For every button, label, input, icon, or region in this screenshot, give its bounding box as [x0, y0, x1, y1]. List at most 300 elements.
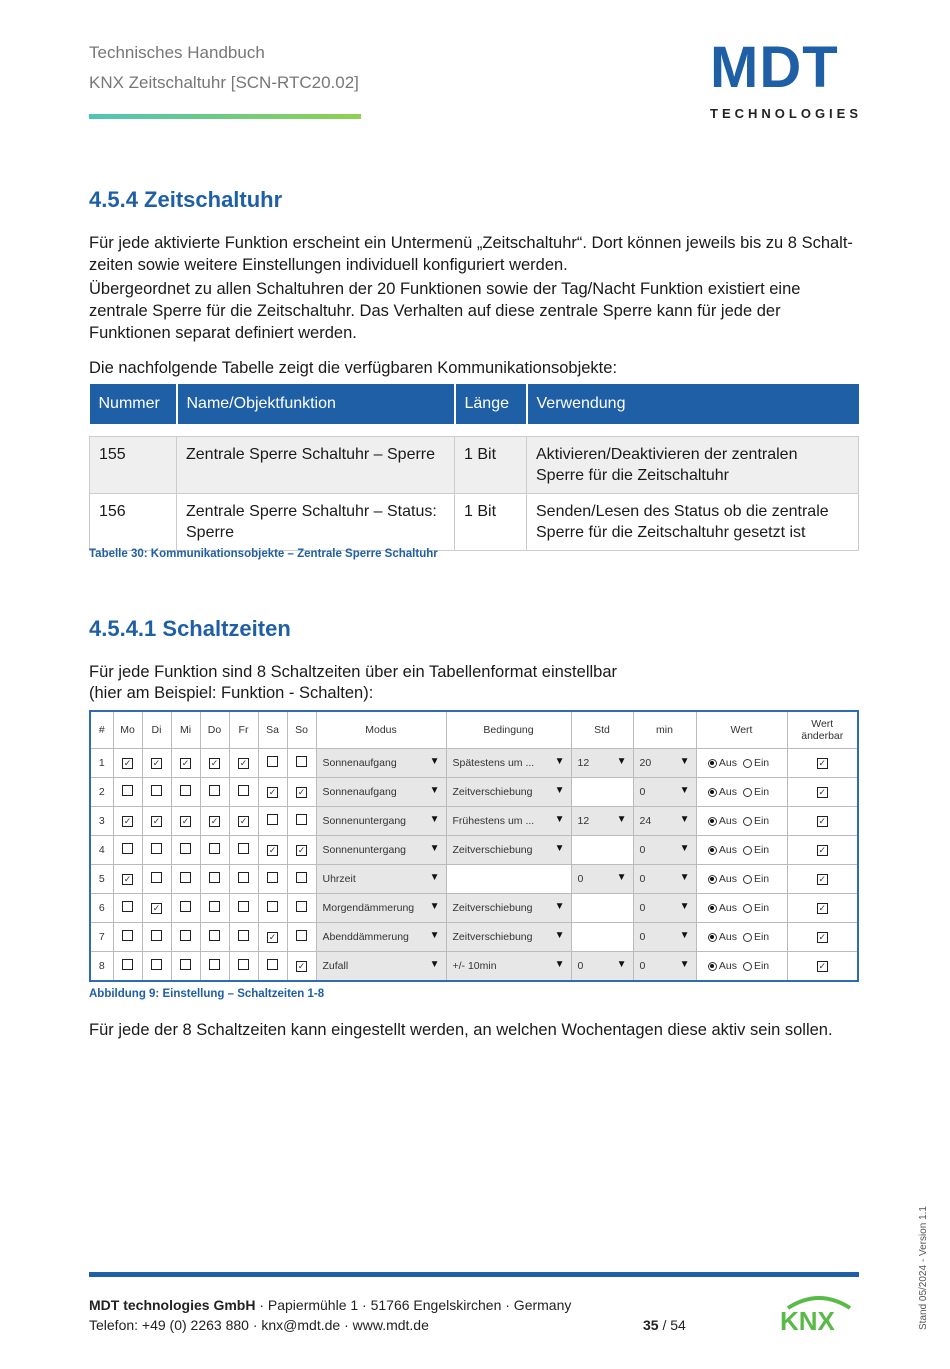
day-checkbox[interactable]	[209, 785, 220, 796]
radio-ein[interactable]	[743, 759, 752, 768]
column-header: #	[90, 711, 113, 749]
day-cell	[200, 836, 229, 865]
bedingung-dropdown[interactable]	[446, 807, 571, 836]
min-value: 0	[639, 902, 646, 914]
day-cell	[113, 807, 142, 836]
table-cell: Zentrale Sperre Schaltuhr – Status: Sperre	[177, 494, 455, 551]
radio-label: Aus	[718, 960, 737, 972]
day-checkbox[interactable]	[151, 930, 162, 941]
std-dropdown[interactable]	[571, 865, 633, 894]
day-checkbox[interactable]	[238, 901, 249, 912]
radio-ein[interactable]	[743, 933, 752, 942]
day-cell	[287, 836, 316, 865]
day-checkbox-checked[interactable]: ✓	[268, 787, 277, 797]
std-value: 12	[577, 815, 590, 827]
day-cell	[171, 952, 200, 982]
row-number: 3	[90, 807, 113, 836]
day-checkbox-checked[interactable]: ✓	[152, 758, 161, 768]
radio-ein[interactable]	[743, 904, 752, 913]
day-checkbox[interactable]	[296, 930, 307, 941]
column-header: Wert	[696, 711, 787, 749]
min-value: 0	[639, 873, 646, 885]
dropdown-arrow-icon: ▼	[429, 959, 440, 970]
bedingung-value: Zeitverschiebung	[452, 902, 533, 914]
day-cell	[113, 749, 142, 778]
day-cell	[142, 749, 171, 778]
min-value: 0	[639, 931, 646, 943]
bedingung-value: +/- 10min	[452, 960, 497, 972]
radio-label: Ein	[753, 844, 770, 856]
wert-radio-group	[696, 778, 787, 807]
day-checkbox[interactable]	[296, 901, 307, 912]
day-checkbox[interactable]	[122, 785, 133, 796]
table-row	[90, 778, 858, 807]
column-header: Bedingung	[446, 711, 571, 749]
day-cell	[200, 894, 229, 923]
day-cell	[287, 923, 316, 952]
dropdown-arrow-icon: ▼	[679, 930, 690, 941]
row-number: 5	[90, 865, 113, 894]
min-dropdown[interactable]	[633, 923, 696, 952]
dropdown-arrow-icon: ▼	[429, 843, 440, 854]
std-value: 0	[577, 960, 584, 972]
doc-subtitle: KNX Zeitschaltuhr [SCN-RTC20.02]	[89, 73, 359, 92]
column-header: Std	[571, 711, 633, 749]
table-row	[90, 749, 858, 778]
day-checkbox[interactable]	[180, 901, 191, 912]
dropdown-arrow-icon: ▼	[679, 901, 690, 912]
radio-aus[interactable]	[708, 962, 717, 971]
day-checkbox[interactable]	[238, 959, 249, 970]
table-row	[90, 836, 858, 865]
min-value: 24	[639, 815, 652, 827]
row-number: 4	[90, 836, 113, 865]
day-cell	[171, 836, 200, 865]
day-cell	[142, 807, 171, 836]
footer-company: MDT technologies GmbH	[89, 1297, 256, 1313]
min-value: 0	[639, 844, 646, 856]
aenderbar-cell	[787, 952, 858, 982]
table-row	[90, 952, 858, 982]
day-cell	[142, 894, 171, 923]
day-cell	[113, 952, 142, 982]
min-dropdown[interactable]	[633, 778, 696, 807]
day-checkbox[interactable]	[151, 872, 162, 883]
day-cell	[287, 952, 316, 982]
dropdown-arrow-icon: ▼	[679, 959, 690, 970]
row-number: 8	[90, 952, 113, 982]
day-cell	[287, 749, 316, 778]
day-checkbox-checked[interactable]: ✓	[152, 816, 161, 826]
page-total: / 54	[658, 1317, 686, 1333]
paragraph: Die nachfolgende Tabelle zeigt die verfügbaren Kommunikationsobjekte:	[89, 359, 618, 377]
min-value: 0	[639, 960, 646, 972]
day-cell	[229, 865, 258, 894]
std-empty	[571, 778, 633, 807]
column-header: So	[287, 711, 316, 749]
header-accent-bar	[89, 114, 361, 119]
column-header: Länge	[455, 384, 527, 424]
bedingung-dropdown[interactable]	[446, 894, 571, 923]
figure-caption: Abbildung 9: Einstellung – Schaltzeiten 1-8	[89, 988, 325, 1000]
radio-label: Ein	[753, 931, 770, 943]
std-empty	[571, 836, 633, 865]
column-header: Name/Objektfunktion	[177, 384, 455, 424]
bedingung-empty	[446, 865, 571, 894]
day-cell	[258, 952, 287, 982]
bedingung-value: Zeitverschiebung	[452, 786, 533, 798]
day-cell	[171, 865, 200, 894]
day-checkbox[interactable]	[238, 872, 249, 883]
modus-value: Sonnenuntergang	[322, 815, 406, 827]
radio-label: Ein	[753, 960, 770, 972]
day-cell	[113, 923, 142, 952]
column-header: Mo	[113, 711, 142, 749]
doc-title: Technisches Handbuch	[89, 43, 265, 62]
dropdown-arrow-icon: ▼	[679, 872, 690, 883]
radio-label: Aus	[718, 873, 737, 885]
day-cell	[229, 778, 258, 807]
min-dropdown[interactable]	[633, 865, 696, 894]
day-checkbox[interactable]	[267, 814, 278, 825]
modus-dropdown[interactable]	[316, 836, 446, 865]
aenderbar-checkbox-checked[interactable]: ✓	[818, 874, 827, 884]
version-note: Stand 05/2024 - Version 1.1	[918, 1206, 929, 1330]
day-cell	[171, 923, 200, 952]
std-empty	[571, 894, 633, 923]
column-header: Modus	[316, 711, 446, 749]
dropdown-arrow-icon: ▼	[554, 843, 565, 854]
table-cell: 155	[90, 437, 177, 494]
radio-label: Aus	[718, 786, 737, 798]
paragraph: (hier am Beispiel: Funktion - Schalten):	[89, 684, 374, 702]
std-empty	[571, 923, 633, 952]
day-checkbox-checked[interactable]: ✓	[210, 816, 219, 826]
table-row	[90, 437, 859, 494]
day-cell	[229, 952, 258, 982]
day-checkbox[interactable]	[122, 843, 133, 854]
bedingung-dropdown[interactable]	[446, 778, 571, 807]
bedingung-value: Spätestens um ...	[452, 757, 535, 769]
min-dropdown[interactable]	[633, 807, 696, 836]
knx-logo-text: KNX	[780, 1306, 835, 1334]
modus-value: Morgendämmerung	[322, 902, 415, 914]
day-cell	[142, 836, 171, 865]
wert-radio-group	[696, 836, 787, 865]
radio-aus[interactable]	[708, 904, 717, 913]
dropdown-arrow-icon: ▼	[679, 843, 690, 854]
column-header: Verwendung	[527, 384, 859, 424]
table-row	[90, 894, 858, 923]
mdt-logo	[710, 35, 863, 121]
std-value: 0	[577, 873, 584, 885]
aenderbar-checkbox-checked[interactable]: ✓	[818, 932, 827, 942]
column-header: Mi	[171, 711, 200, 749]
dropdown-arrow-icon: ▼	[554, 901, 565, 912]
day-cell	[171, 894, 200, 923]
day-cell	[142, 865, 171, 894]
dropdown-arrow-icon: ▼	[679, 814, 690, 825]
bedingung-dropdown[interactable]	[446, 749, 571, 778]
day-checkbox[interactable]	[267, 872, 278, 883]
day-checkbox[interactable]	[122, 901, 133, 912]
day-cell	[229, 836, 258, 865]
day-checkbox[interactable]	[238, 930, 249, 941]
radio-label: Ein	[753, 902, 770, 914]
dropdown-arrow-icon: ▼	[554, 814, 565, 825]
day-cell	[258, 894, 287, 923]
radio-ein[interactable]	[743, 962, 752, 971]
day-checkbox-checked[interactable]: ✓	[181, 758, 190, 768]
day-checkbox[interactable]	[238, 843, 249, 854]
modus-dropdown[interactable]	[316, 749, 446, 778]
day-cell	[171, 807, 200, 836]
day-checkbox-checked[interactable]: ✓	[123, 816, 132, 826]
day-checkbox-checked[interactable]: ✓	[297, 787, 306, 797]
day-cell	[200, 778, 229, 807]
footer-bar	[89, 1272, 859, 1277]
day-cell	[200, 952, 229, 982]
radio-aus[interactable]	[708, 846, 717, 855]
min-dropdown[interactable]	[633, 836, 696, 865]
day-checkbox[interactable]	[151, 959, 162, 970]
min-value: 0	[639, 786, 646, 798]
wert-radio-group	[696, 749, 787, 778]
day-cell	[142, 778, 171, 807]
day-checkbox[interactable]	[209, 901, 220, 912]
bedingung-dropdown[interactable]	[446, 952, 571, 982]
day-cell	[258, 836, 287, 865]
day-checkbox-checked[interactable]: ✓	[210, 758, 219, 768]
bedingung-dropdown[interactable]	[446, 923, 571, 952]
day-checkbox[interactable]	[122, 959, 133, 970]
modus-dropdown[interactable]	[316, 807, 446, 836]
day-checkbox[interactable]	[151, 843, 162, 854]
aenderbar-checkbox-checked[interactable]: ✓	[818, 903, 827, 913]
modus-dropdown[interactable]	[316, 778, 446, 807]
radio-label: Aus	[718, 757, 737, 769]
aenderbar-cell	[787, 836, 858, 865]
aenderbar-cell	[787, 807, 858, 836]
radio-ein[interactable]	[743, 875, 752, 884]
dropdown-arrow-icon: ▼	[429, 785, 440, 796]
table-cell: Zentrale Sperre Schaltuhr – Sperre	[177, 437, 455, 494]
day-checkbox-checked[interactable]: ✓	[268, 845, 277, 855]
day-checkbox[interactable]	[180, 930, 191, 941]
day-checkbox[interactable]	[180, 843, 191, 854]
wert-radio-group	[696, 894, 787, 923]
min-value: 20	[639, 757, 652, 769]
day-checkbox[interactable]	[267, 756, 278, 767]
day-checkbox-checked[interactable]: ✓	[297, 845, 306, 855]
day-checkbox[interactable]	[209, 843, 220, 854]
column-header: Fr	[229, 711, 258, 749]
day-cell	[142, 923, 171, 952]
day-checkbox[interactable]	[180, 959, 191, 970]
day-checkbox-checked[interactable]: ✓	[239, 816, 248, 826]
row-number: 2	[90, 778, 113, 807]
day-checkbox-checked[interactable]: ✓	[181, 816, 190, 826]
modus-value: Zufall	[322, 960, 349, 972]
aenderbar-checkbox-checked[interactable]: ✓	[818, 845, 827, 855]
day-cell	[200, 865, 229, 894]
day-checkbox[interactable]	[238, 785, 249, 796]
aenderbar-cell	[787, 778, 858, 807]
bedingung-value: Zeitverschiebung	[452, 844, 533, 856]
modus-value: Sonnenaufgang	[322, 786, 397, 798]
day-cell	[287, 807, 316, 836]
std-dropdown[interactable]	[571, 749, 633, 778]
table-cell: 1 Bit	[455, 494, 527, 551]
day-checkbox-checked[interactable]: ✓	[268, 932, 277, 942]
day-checkbox[interactable]	[296, 872, 307, 883]
row-number: 1	[90, 749, 113, 778]
knx-logo-mark	[778, 1294, 860, 1334]
aenderbar-cell	[787, 749, 858, 778]
day-checkbox[interactable]	[296, 814, 307, 825]
column-header: Sa	[258, 711, 287, 749]
footer-contact: Telefon: +49 (0) 2263 880 · knx@mdt.de · www.mdt.de	[89, 1317, 429, 1333]
modus-dropdown[interactable]	[316, 952, 446, 982]
radio-ein[interactable]	[743, 788, 752, 797]
day-cell	[200, 749, 229, 778]
day-cell	[229, 807, 258, 836]
radio-label: Aus	[718, 902, 737, 914]
day-checkbox[interactable]	[180, 872, 191, 883]
day-cell	[171, 778, 200, 807]
aenderbar-cell	[787, 865, 858, 894]
schedule-table	[89, 710, 859, 982]
radio-aus[interactable]	[708, 933, 717, 942]
day-checkbox-checked[interactable]: ✓	[297, 961, 306, 971]
radio-label: Aus	[718, 844, 737, 856]
column-header: Di	[142, 711, 171, 749]
paragraph: Übergeordnet zu allen Schaltuhren der 20 Funktionen sowie der Tag/Nacht Funktion existiert eine zentrale Sperre für die Zeitschaltuhr. Das Verhalten auf diese zentrale Sperre kann für jede der Funktionen separat definiert werden.	[89, 280, 801, 342]
dropdown-arrow-icon: ▼	[679, 785, 690, 796]
day-cell	[113, 865, 142, 894]
modus-value: Abenddämmerung	[322, 931, 409, 943]
day-checkbox-checked[interactable]: ✓	[152, 903, 161, 913]
day-checkbox[interactable]	[209, 959, 220, 970]
day-checkbox[interactable]	[267, 901, 278, 912]
day-cell	[113, 778, 142, 807]
day-cell	[258, 807, 287, 836]
day-cell	[113, 894, 142, 923]
aenderbar-checkbox-checked[interactable]: ✓	[818, 787, 827, 797]
day-cell	[287, 778, 316, 807]
radio-ein[interactable]	[743, 817, 752, 826]
wert-radio-group	[696, 923, 787, 952]
day-cell	[258, 865, 287, 894]
std-dropdown[interactable]	[571, 807, 633, 836]
modus-value: Sonnenuntergang	[322, 844, 406, 856]
row-number: 7	[90, 923, 113, 952]
radio-ein[interactable]	[743, 846, 752, 855]
day-cell	[200, 923, 229, 952]
radio-label: Ein	[753, 757, 770, 769]
knx-logo	[778, 1294, 860, 1334]
std-dropdown[interactable]	[571, 952, 633, 982]
wert-radio-group	[696, 865, 787, 894]
day-checkbox[interactable]	[209, 930, 220, 941]
day-cell	[287, 865, 316, 894]
day-cell	[287, 894, 316, 923]
day-checkbox-checked[interactable]: ✓	[123, 758, 132, 768]
min-dropdown[interactable]	[633, 749, 696, 778]
aenderbar-checkbox-checked[interactable]: ✓	[818, 961, 827, 971]
table-cell: 156	[90, 494, 177, 551]
radio-label: Ein	[753, 873, 770, 885]
day-checkbox[interactable]	[180, 785, 191, 796]
column-header: Wert änderbar	[787, 711, 858, 749]
aenderbar-checkbox-checked[interactable]: ✓	[818, 816, 827, 826]
day-cell	[258, 778, 287, 807]
min-dropdown[interactable]	[633, 894, 696, 923]
day-cell	[229, 749, 258, 778]
aenderbar-checkbox-checked[interactable]: ✓	[818, 758, 827, 768]
table-cell: 1 Bit	[455, 437, 527, 494]
std-value: 12	[577, 757, 590, 769]
dropdown-arrow-icon: ▼	[554, 756, 565, 767]
modus-dropdown[interactable]	[316, 865, 446, 894]
day-cell	[229, 923, 258, 952]
day-cell	[171, 749, 200, 778]
day-checkbox[interactable]	[151, 785, 162, 796]
day-checkbox-checked[interactable]: ✓	[239, 758, 248, 768]
radio-aus[interactable]	[708, 788, 717, 797]
dropdown-arrow-icon: ▼	[616, 756, 627, 767]
day-checkbox-checked[interactable]: ✓	[123, 874, 132, 884]
min-dropdown[interactable]	[633, 952, 696, 982]
radio-aus[interactable]	[708, 759, 717, 768]
modus-dropdown[interactable]	[316, 894, 446, 923]
bedingung-value: Zeitverschiebung	[452, 931, 533, 943]
dropdown-arrow-icon: ▼	[429, 930, 440, 941]
table-cell: Aktivieren/Deaktivieren der zentralen Sperre für die Zeitschaltuhr	[527, 437, 859, 494]
bedingung-dropdown[interactable]	[446, 836, 571, 865]
table-row	[90, 807, 858, 836]
subsection-heading: 4.5.4.1 Schaltzeiten	[89, 616, 291, 641]
day-checkbox[interactable]	[209, 872, 220, 883]
modus-dropdown[interactable]	[316, 923, 446, 952]
day-checkbox[interactable]	[296, 756, 307, 767]
day-cell	[258, 923, 287, 952]
radio-aus[interactable]	[708, 875, 717, 884]
column-header: Nummer	[90, 384, 177, 424]
day-checkbox[interactable]	[122, 930, 133, 941]
table-row	[90, 923, 858, 952]
radio-label: Aus	[718, 815, 737, 827]
day-cell	[200, 807, 229, 836]
footer-address	[89, 1297, 571, 1313]
modus-value: Sonnenaufgang	[322, 757, 397, 769]
modus-value: Uhrzeit	[322, 873, 356, 885]
wert-radio-group	[696, 952, 787, 982]
column-header: min	[633, 711, 696, 749]
dropdown-arrow-icon: ▼	[554, 930, 565, 941]
table-row	[90, 865, 858, 894]
paragraph: Für jede der 8 Schaltzeiten kann eingestellt werden, an welchen Wochentagen diese aktiv sein sollen.	[89, 1021, 833, 1039]
objects-table	[89, 384, 859, 551]
radio-label: Ein	[753, 786, 770, 798]
day-cell	[142, 952, 171, 982]
paragraph: Für jede Funktion sind 8 Schaltzeiten über ein Tabellenformat einstellbar	[89, 663, 617, 681]
dropdown-arrow-icon: ▼	[429, 901, 440, 912]
page-number	[643, 1317, 686, 1333]
day-checkbox[interactable]	[267, 959, 278, 970]
day-cell	[229, 894, 258, 923]
radio-aus[interactable]	[708, 817, 717, 826]
